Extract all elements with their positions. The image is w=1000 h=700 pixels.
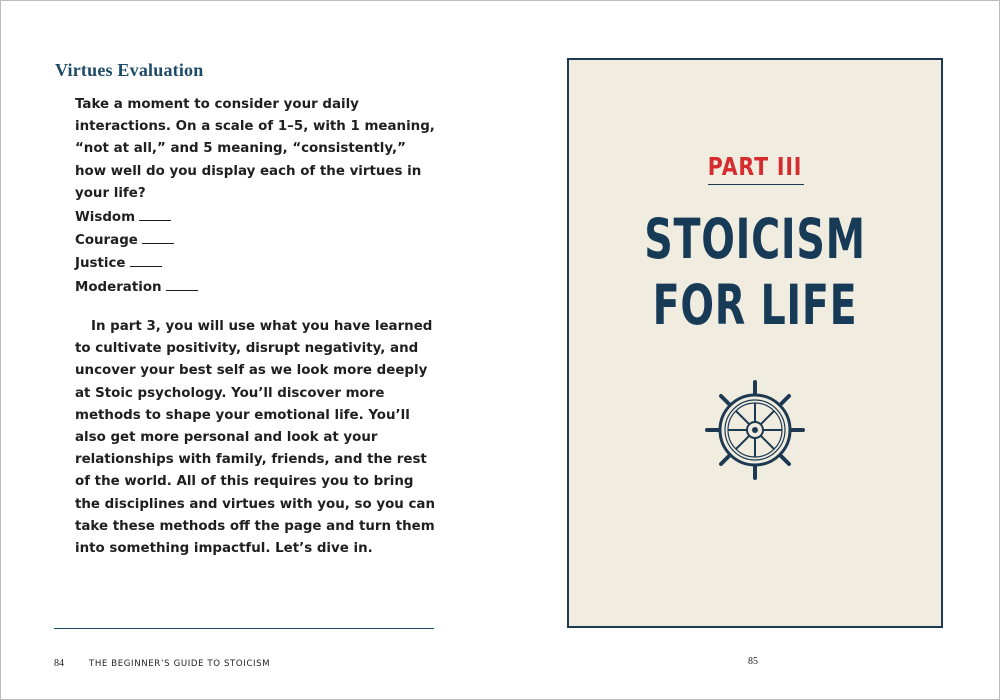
closing-paragraph: In part 3, you will use what you have learned to cultivate positivity, disrupt negativity, and uncover your best self as we look more deeply at Stoic psychology. You’ll discover more methods to shape your emotional life. You’ll also get more personal and look at your relationships with family, friends, and the rest of the world. All of this requires you to bring the disciplines and virtues with you, so you can take these methods off the page and turn them into something impactful. Let’s dive in. [75, 319, 435, 557]
part-title-line-2: FOR LIFE [652, 273, 858, 337]
part-underline [708, 184, 804, 185]
virtues-list [75, 206, 435, 299]
section-heading: Virtues Evaluation [55, 60, 204, 80]
footer-rule [54, 628, 434, 629]
part-title [621, 206, 889, 338]
virtue-label: Courage [75, 233, 138, 249]
virtue-item-courage [75, 229, 435, 252]
virtue-label: Wisdom [75, 210, 136, 225]
answer-blank [166, 276, 198, 291]
page-number-left: 84 [54, 658, 64, 669]
virtue-item-justice [75, 252, 435, 275]
intro-paragraph: Take a moment to consider your daily interactions. On a scale of 1–5, with 1 meaning, “not at all,” and 5 meaning, “consistently,” how well do you display each of the virtues in your life? [75, 97, 435, 201]
virtue-item-wisdom [75, 206, 435, 229]
answer-blank [130, 252, 162, 267]
virtue-label: Justice [75, 256, 126, 272]
running-head: THE BEGINNER’S GUIDE TO STOICISM [89, 659, 271, 669]
ship-wheel-icon [705, 380, 805, 480]
part-opener-panel [567, 58, 943, 628]
virtue-item-moderation [75, 276, 435, 299]
virtue-label: Moderation [75, 279, 162, 295]
page-number-right: 85 [748, 656, 758, 667]
answer-blank [139, 206, 171, 221]
answer-blank [142, 229, 174, 244]
part-title-line-1: STOICISM [644, 207, 866, 271]
part-label: PART III [707, 152, 803, 181]
